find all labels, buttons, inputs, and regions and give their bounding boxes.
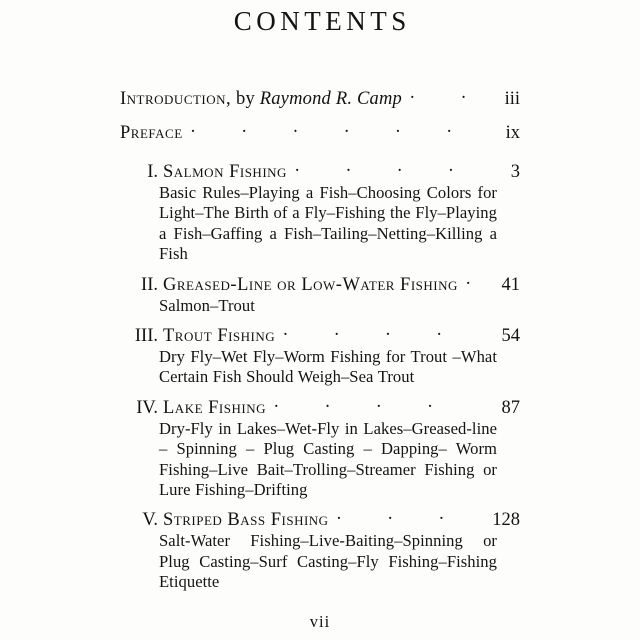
chapter-numeral: I. (147, 162, 158, 182)
leader-dots (295, 161, 472, 177)
chapter-numeral: IV. (136, 397, 158, 418)
leader-dots (283, 325, 472, 341)
chapter-title: Salmon Fishing (163, 162, 287, 182)
entry-page-number: iii (504, 89, 520, 109)
chapter-page-number: 54 (501, 326, 520, 347)
entry-page-number: ix (505, 123, 520, 143)
chapter-description: Dry-Fly in Lakes–Wet-Fly in Lakes–Greased-line – Spinning – Plug Casting – Dapping– Worm Fishing–Live Bait–Trolling–Streamer Fishing or Lure Fishing–Drifting (159, 418, 497, 500)
chapter-title: Greased-Line or Low-Water Fishing (163, 274, 458, 295)
entry-line (120, 274, 520, 296)
leader-dots (191, 122, 472, 138)
chapter-title: Striped Bass Fishing (163, 510, 329, 531)
entry-label: Introduction, (120, 89, 232, 109)
leader-dots (274, 397, 472, 413)
chapter-title: Lake Fishing (163, 397, 266, 418)
entry-author: Raymond R. Camp (259, 89, 402, 109)
entry-by-word: by (231, 89, 260, 109)
entry-title (120, 89, 402, 110)
chapter-page-number: 128 (492, 510, 520, 531)
chapter-description: Basic Rules–Playing a Fish–Choosing Colors for Light–The Birth of a Fly–Fishing the Fly–Playing a Fish–Gaffing a Fish–Tailing–Netting–Killing a Fish (159, 183, 497, 264)
leader-dots (466, 274, 472, 290)
toc-entry-chapter-1[interactable] (120, 161, 520, 265)
chapter-page-number: 41 (501, 274, 520, 295)
chapter-numeral: V. (142, 510, 158, 531)
chapter-description: Dry Fly–Wet Fly–Worm Fishing for Trout –What Certain Fish Should Weigh–Sea Trout (159, 347, 497, 387)
toc-entry-chapter-2[interactable] (120, 274, 520, 316)
toc-entry-introduction[interactable] (120, 88, 520, 110)
entry-line (120, 88, 520, 110)
toc-entry-chapter-5[interactable] (120, 509, 520, 592)
entry-line (120, 509, 520, 531)
toc-entry-preface[interactable] (120, 122, 520, 144)
leader-dots (337, 509, 472, 525)
toc-entry-chapter-3[interactable] (120, 325, 520, 388)
entry-title: Preface (120, 123, 183, 143)
chapter-numeral: III. (134, 326, 158, 347)
chapter-description: Salmon–Trout (159, 295, 255, 315)
chapter-page-number: 87 (501, 397, 520, 418)
entry-line (120, 397, 520, 419)
entry-line (120, 325, 520, 347)
leader-dots (410, 88, 472, 104)
toc-entry-chapter-4[interactable] (120, 397, 520, 501)
entry-line (120, 161, 520, 183)
chapter-description: Salt-Water Fishing–Live-Baiting–Spinning or Plug Casting–Surf Casting–Fly Fishing–Fishing Etiquette (159, 531, 497, 592)
chapter-title: Trout Fishing (163, 326, 276, 347)
table-of-contents (120, 88, 520, 602)
chapter-page-number: 3 (510, 162, 520, 182)
page-title: CONTENTS (233, 6, 411, 36)
entry-line (120, 122, 520, 144)
chapter-numeral: II. (141, 274, 158, 295)
page-folio: vii (309, 612, 331, 631)
